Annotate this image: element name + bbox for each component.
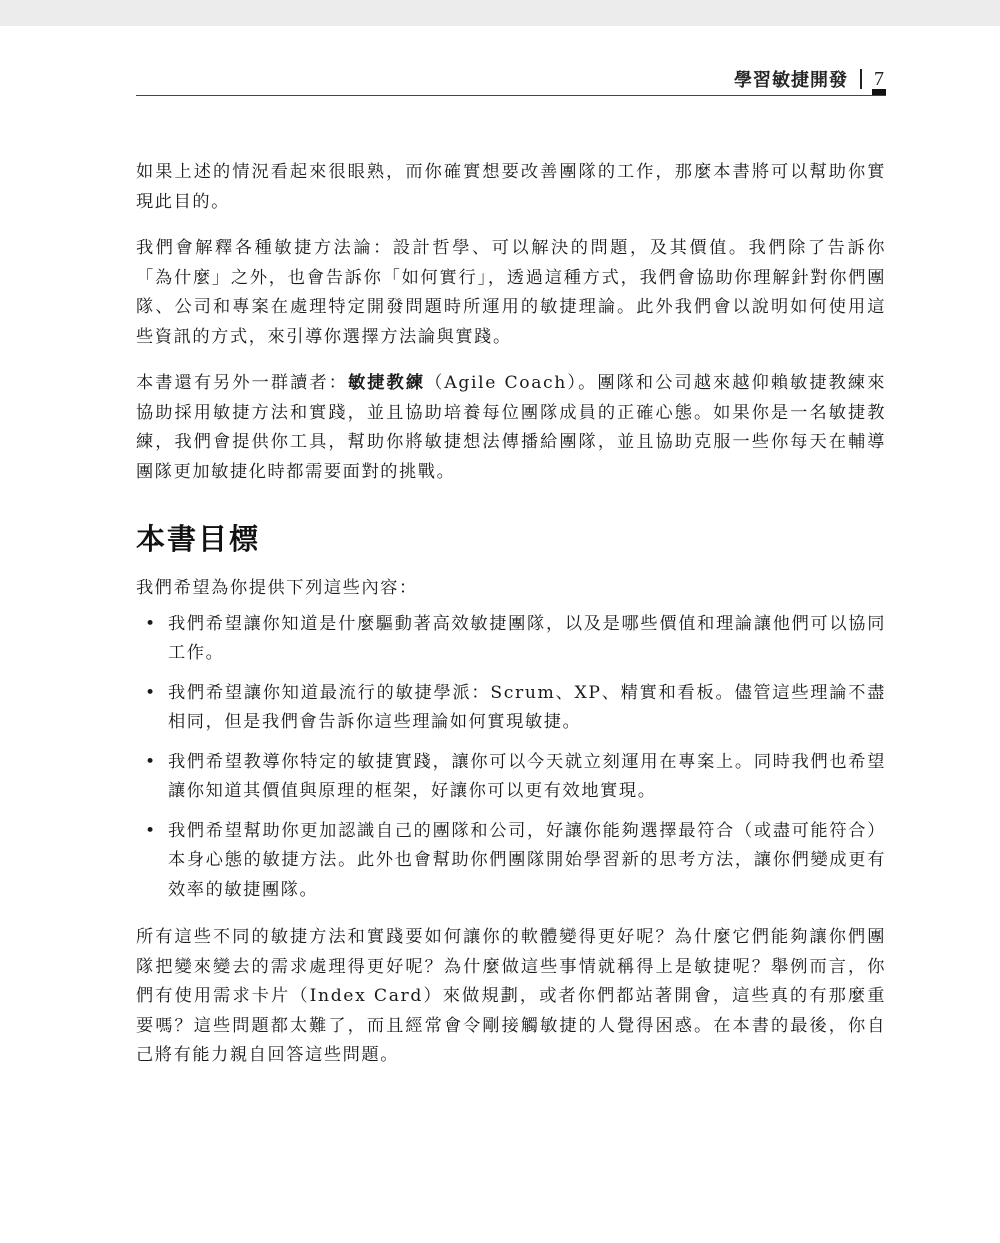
section-title: 本書目標 [136,522,261,556]
list-item-text: 我們希望讓你知道最流行的敏捷學派：Scrum、XP、精實和看板。儘管這些理論不盡相同，但是我們會告訴你這些理論如何實現敏捷。 [168,682,886,732]
goals-list [136,610,886,906]
running-head-separator [860,69,862,89]
page-content [136,158,886,1088]
header-rule [136,95,886,96]
agile-coach-term: 敏捷教練 [348,373,426,393]
list-item-text: 我們希望幫助你更加認識自己的團隊和公司，好讓你能夠選擇最符合（或盡可能符合）本身心態的敏捷方法。此外也會幫助你們團隊開始學習新的思考方法，讓你們變成更有效率的敏捷團隊。 [168,820,886,900]
paragraph-intro: 如果上述的情況看起來很眼熟，而你確實想要改善團隊的工作，那麼本書將可以幫助你實現此目的。 [136,162,886,212]
bullet-icon: • [145,613,157,634]
list-item [136,679,886,738]
list-item [136,817,886,906]
page-number: 7 [874,67,884,90]
list-item-text: 我們希望教導你特定的敏捷實踐，讓你可以今天就立刻運用在專案上。同時我們也希望讓你知道其價值與原理的框架，好讓你可以更有效地實現。 [168,751,886,801]
paragraph-coach-lead: 本書還有另外一群讀者： [136,373,349,393]
running-head [734,64,884,94]
bullet-icon: • [145,751,157,772]
list-item [136,610,886,669]
bullet-icon: • [145,682,157,703]
bullet-icon: • [145,820,157,841]
paragraph-methods: 我們會解釋各種敏捷方法論：設計哲學、可以解決的問題，及其價值。我們除了告訴你「為什麼」之外，也會告訴你「如何實行」，透過這種方式，我們會協助你理解針對你們團隊、公司和專案在處理特定開發問題時所運用的敏捷理論。此外我們會以說明如何使用這些資訊的方式，來引導你選擇方法論與實踐。 [136,238,886,347]
running-title: 學習敏捷開發 [734,70,848,91]
paragraph-closing: 所有這些不同的敏捷方法和實踐要如何讓你的軟體變得更好呢？為什麼它們能夠讓你們團隊把變來變去的需求處理得更好呢？為什麼做這些事情就稱得上是敏捷呢？舉例而言，你們有使用需求卡片（Index Card）來做規劃，或者你們都站著開會，這些真的有那麼重要嗎？這些問題都太難了，而且經常會令剛接觸敏捷的人覺得困惑。在本書的最後，你自己將有能力親自回答這些問題。 [136,927,886,1065]
list-item-text: 我們希望讓你知道是什麼驅動著高效敏捷團隊，以及是哪些價值和理論讓他們可以協同工作。 [168,613,886,663]
paragraph-coach-rest: （Agile Coach）。團隊和公司越來越仰賴敏捷教練來協助採用敏捷方法和實踐，並且協助培養每位團隊成員的正確心態。如果你是一名敏捷教練，我們會提供你工具，幫助你將敏捷想法傳播給團隊，並且協助克服一些你每天在輔導團隊更加敏捷化時都需要面對的挑戰。 [136,373,886,482]
section-intro: 我們希望為你提供下列這些內容： [136,578,418,598]
paragraph-coach [136,369,886,487]
list-item [136,748,886,807]
top-band [0,0,1000,26]
